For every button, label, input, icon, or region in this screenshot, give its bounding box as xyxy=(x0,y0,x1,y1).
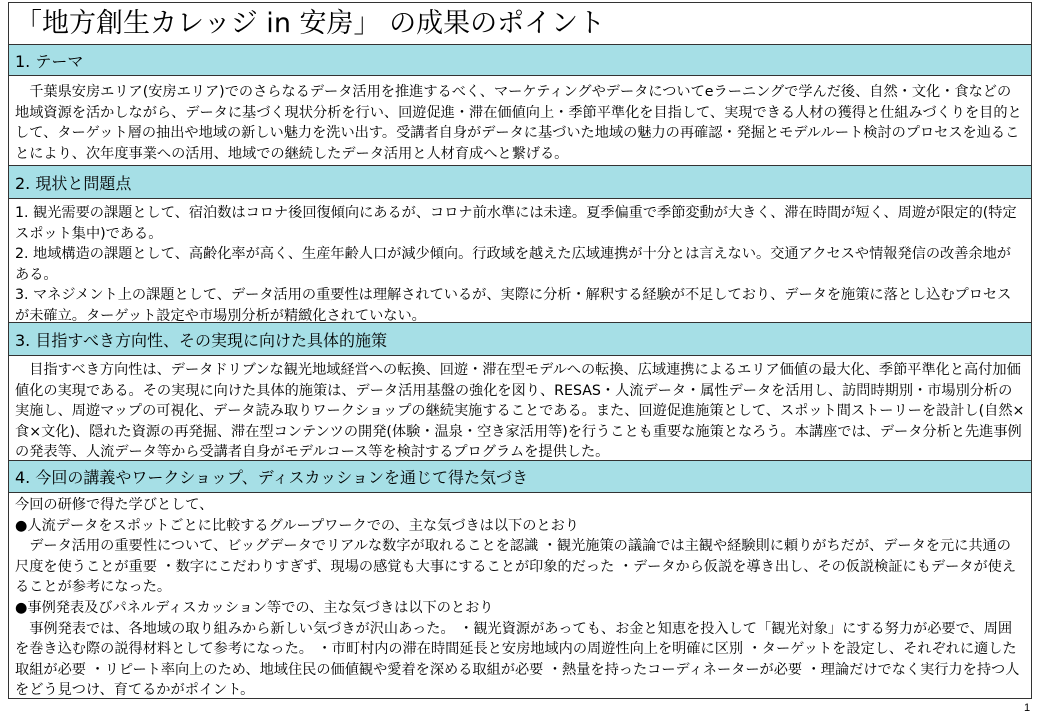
section-body-findings xyxy=(9,493,1031,700)
slide-title: 「地方創生カレッジ in 安房」 の成果のポイント xyxy=(9,3,1031,45)
section-body-issues xyxy=(9,199,1031,323)
section-heading-theme: 1. テーマ xyxy=(9,45,1031,76)
paragraph: データ活用の重要性について、ビッグデータでリアルな数字が取れることを認識 ・観光施策の議論では主観や経験則に頼りがちだが、データを元に共通の尺度を使うことが重要 ・数字にこだわりすぎず、現場の感覚も大事にすることが印象的だった ・データから仮説を導き出し、その仮説検証にもデータが使えることが参考になった。 xyxy=(15,538,1017,596)
issue-item: 1. 観光需要の課題として、宿泊数はコロナ後回復傾向にあるが、コロナ前水準には未達。夏季偏重で季節変動が大きく、滞在時間が短く、周遊が限定的(特定スポット集中)である。 xyxy=(15,205,1017,242)
issue-item: 3. マネジメント上の課題として、データ活用の重要性は理解されているが、実際に分析・解釈する経験が不足しており、データを施策に落とし込むプロセスが未確立。ターゲット設定や市場別分析が精緻化されていない。 xyxy=(15,287,1012,323)
paragraph: 事例発表では、各地域の取り組みから新しい気づきが沢山あった。 ・観光資源があっても、お金と知恵を投入して「観光対象」にする努力が必要で、周囲を巻き込む際の説得材料として参考になった。 ・市町村内の滞在時間延長と安房地域内の周遊性向上を明確に区別 ・ターゲットを設定し、それぞれに適した取組が必要 ・リピート率向上のため、地域住民の価値観や愛着を深める取組が必要 ・熱量を持ったコーディネーターが必要 ・理論だけでなく実行力を持つ人をどう見つけ、育てるかがポイント。 xyxy=(15,620,1020,699)
section-heading-findings: 4. 今回の講義やワークショップ、ディスカッションを通じて得た気づき xyxy=(9,461,1031,493)
section-heading-issues: 2. 現状と問題点 xyxy=(9,166,1031,199)
bullet-heading: ●人流データをスポットごとに比較するグループワークでの、主な気づきは以下のとおり xyxy=(15,517,579,534)
paragraph: 今回の研修で得た学びとして、 xyxy=(15,497,214,513)
paragraph: 目指すべき方向性は、データドリブンな観光地域経営への転換、回遊・滞在型モデルへの転換、広域連携によるエリア価値の最大化、季節平準化と高付加価値化の実現である。その実現に向けた具体的施策は、データ活用基盤の強化を図り、RESAS・人流データ・属性データを活用し、訪問時期別・市場別分析の実施し、周遊マップの可視化、データ読み取りワークショップの継続実施することである。また、回遊促進施策として、スポット間ストーリーを設計し(自然×食×文化)、隠れた資源の再発掘、滞在型コンテンツの開発(体験・温泉・空き家活用等)を行うことも重要な施策となろう。本講座では、データ分析と先進事例の発表等、人流データ等から受講者自身がモデルコース等を検討するプログラムを提供した。 xyxy=(15,362,1025,461)
slide-frame xyxy=(8,2,1032,699)
section-heading-direction: 3. 目指すべき方向性、その実現に向けた具体的施策 xyxy=(9,323,1031,356)
issue-item: 2. 地域構造の課題として、高齢化率が高く、生産年齢人口が減少傾向。行政域を越えた広域連携が十分とは言えない。交通アクセスや情報発信の改善余地がある。 xyxy=(15,246,1011,283)
section-body-direction xyxy=(9,356,1031,461)
page-number: 1 xyxy=(1024,702,1031,714)
paragraph: 千葉県安房エリア(安房エリア)でのさらなるデータ活用を推進するべく、マーケティングやデータについてeラーニングで学んだ後、自然・文化・食などの地域資源を活かしながら、データに基づく現状分析を行い、回遊促進・滞在価値向上・季節平準化を目指して、実現できる人材の獲得と仕組みづくりを目的として、ターゲット層の抽出や地域の新しい魅力を洗い出す。受講者自身がデータに基づいた地域の魅力の再確認・発掘とモデルルート検討のプロセスを辿ることにより、次年度事業への活用、地域での継続したデータ活用と人材育成へと繋げる。 xyxy=(15,84,1022,162)
section-body-theme xyxy=(9,76,1031,166)
bullet-heading: ●事例発表及びパネルディスカッション等での、主な気づきは以下のとおり xyxy=(15,599,494,616)
